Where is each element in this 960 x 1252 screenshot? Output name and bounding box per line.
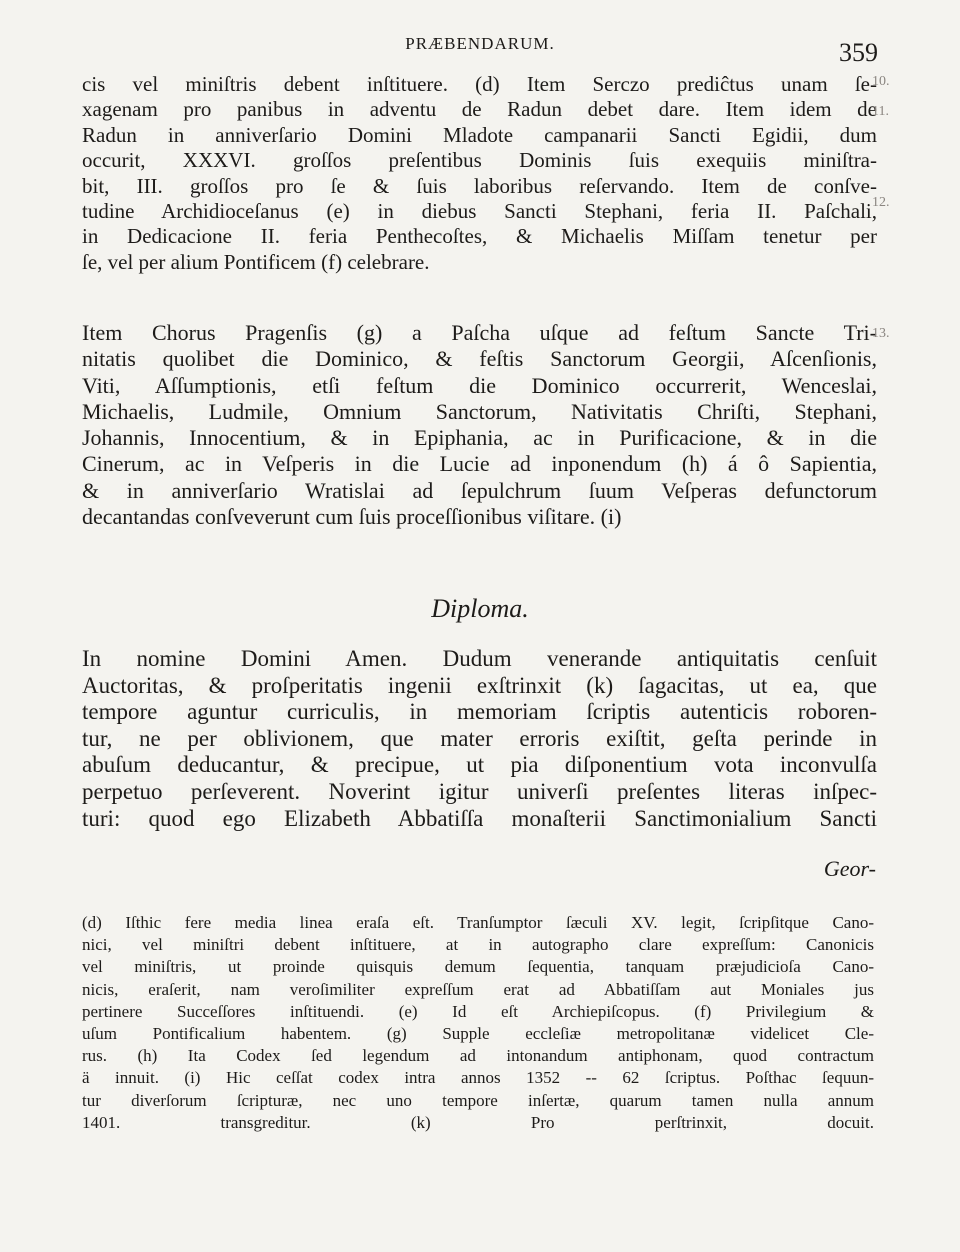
footnote-line: vel miniſtris, ut proinde quisquis demum ſequentia, tanquam præjudicioſa Cano- bbox=[82, 957, 874, 977]
text-line: ſe, vel per alium Pontificem (f) celebrare. bbox=[82, 249, 430, 274]
paragraph-2 bbox=[82, 320, 877, 530]
footnote-line: nici, vel miniſtri debent inſtituere, at in autographo clare expreſſum: Canonicis bbox=[82, 935, 874, 955]
text-line: & in anniverſario Wratislai ad ſepulchrum ſuum Veſperas defunctorum bbox=[82, 477, 877, 503]
text-line: Radun in anniverſario Domini Mladote campanarii Sancti Egidii, dum bbox=[82, 122, 877, 147]
footnote-line: ä innuit. (i) Hic ceſſat codex intra annos 1352 -- 62 ſcriptus. Poſthac ſequun- bbox=[82, 1068, 874, 1088]
paragraph-3 bbox=[82, 646, 877, 832]
text-line: xagenam pro panibus in adventu de Radun debet dare. Item idem de bbox=[82, 97, 877, 122]
footnotes bbox=[82, 912, 874, 1134]
text-line: turi: quod ego Elizabeth Abbatiſſa monaſterii Sanctimonialium Sancti bbox=[82, 805, 877, 831]
text-line: In nomine Domini Amen. Dudum venerande antiquitatis cenſuit bbox=[82, 646, 877, 671]
text-line: cis vel miniſtris debent inſtituere. (d) Item Serczo prediĉtus unam ſe- bbox=[82, 72, 877, 96]
text-line: Auctoritas, & proſperitatis ingenii exſtrinxit (k) ſagacitas, ut ea, que bbox=[82, 672, 877, 698]
text-line: Viti, Aſſumptionis, etſi feſtum die Dominico occurrerit, Wenceslai, bbox=[82, 372, 877, 398]
footnote-line: 1401. transgreditur. (k) Pro perſtrinxit, docuit. bbox=[82, 1112, 874, 1132]
text-line: decantandas conſveverunt cum ſuis proceſſionibus viſitare. (i) bbox=[82, 504, 622, 530]
catchword: Geor- bbox=[823, 856, 876, 881]
footnote-line: nicis, eraſerit, nam veroſimiliter expreſſum erat ad Abbatiſſam aut Moniales jus bbox=[82, 979, 874, 999]
text-line: Johannis, Innocentium, & in Epiphania, ac in Purificacione, & in die bbox=[82, 425, 877, 451]
margin-number: 13. bbox=[872, 326, 890, 341]
text-line: in Dedicacione II. feria Penthecoſtes, & Michaelis Miſſam tenetur per bbox=[82, 224, 877, 249]
text-line: tur, ne per oblivionem, que mater erroris exiſtit, geſta perinde in bbox=[82, 725, 877, 751]
text-line: tempore aguntur curriculis, in memoriam ſcriptis autenticis roboren- bbox=[82, 699, 877, 725]
footnote-line: pertinere Succeſſores inſtituendi. (e) Id eſt Archiepiſcopus. (f) Privilegium & bbox=[82, 1001, 874, 1021]
footnote-line: tur diverſorum ſcripturæ, nec uno tempore inſertæ, quarum tamen nulla annum bbox=[82, 1090, 874, 1110]
paragraph-1 bbox=[82, 72, 877, 275]
text-line: abuſum deducantur, & precipue, ut pia diſponentium vota inconvulſa bbox=[82, 752, 877, 778]
text-line: Item Chorus Pragenſis (g) a Paſcha uſque ad feſtum Sancte Tri- bbox=[82, 320, 877, 345]
text-line: bit, III. groſſos pro ſe & ſuis laboribus reſervando. Item de conſve- bbox=[82, 173, 877, 198]
text-line: perpetuo perſeverent. Noverint igitur univerſi preſentes literas inſpec- bbox=[82, 778, 877, 804]
footnote-line: uſum Pontificalium habentem. (g) Supple eccleſiæ metropolitanæ videlicet Cle- bbox=[82, 1024, 874, 1044]
footnote-line: rus. (h) Ita Codex ſed legendum ad intonandum antiphonam, quod contractum bbox=[82, 1046, 874, 1066]
margin-number: 11. bbox=[872, 104, 889, 119]
text-line: nitatis quolibet die Dominico, & feſtis Sanctorum Georgii, Aſcenſionis, bbox=[82, 346, 877, 372]
text-line: Michaelis, Ludmile, Omnium Sanctorum, Nativitatis Chriſti, Stephani, bbox=[82, 398, 877, 424]
running-head: PRÆBENDARUM. bbox=[405, 34, 555, 53]
margin-number: 10. bbox=[872, 74, 890, 89]
text-line: occurit, XXXVI. groſſos preſentibus Dominis ſuis exequiis miniſtra- bbox=[82, 148, 877, 173]
text-line: Cinerum, ac in Veſperis in die Lucie ad inponendum (h) á ô Sapientia, bbox=[82, 451, 877, 477]
page-number: 359 bbox=[839, 38, 878, 67]
text-line: tudine Archidioceſanus (e) in diebus Sancti Stephani, feria II. Paſchali, bbox=[82, 199, 877, 224]
footnote-line: (d) Iſthic fere media linea eraſa eſt. Tranſumptor ſæculi XV. legit, ſcripſitque Cano- bbox=[82, 913, 874, 932]
section-heading: Diploma. bbox=[431, 594, 529, 623]
margin-number: 12. bbox=[872, 195, 890, 210]
